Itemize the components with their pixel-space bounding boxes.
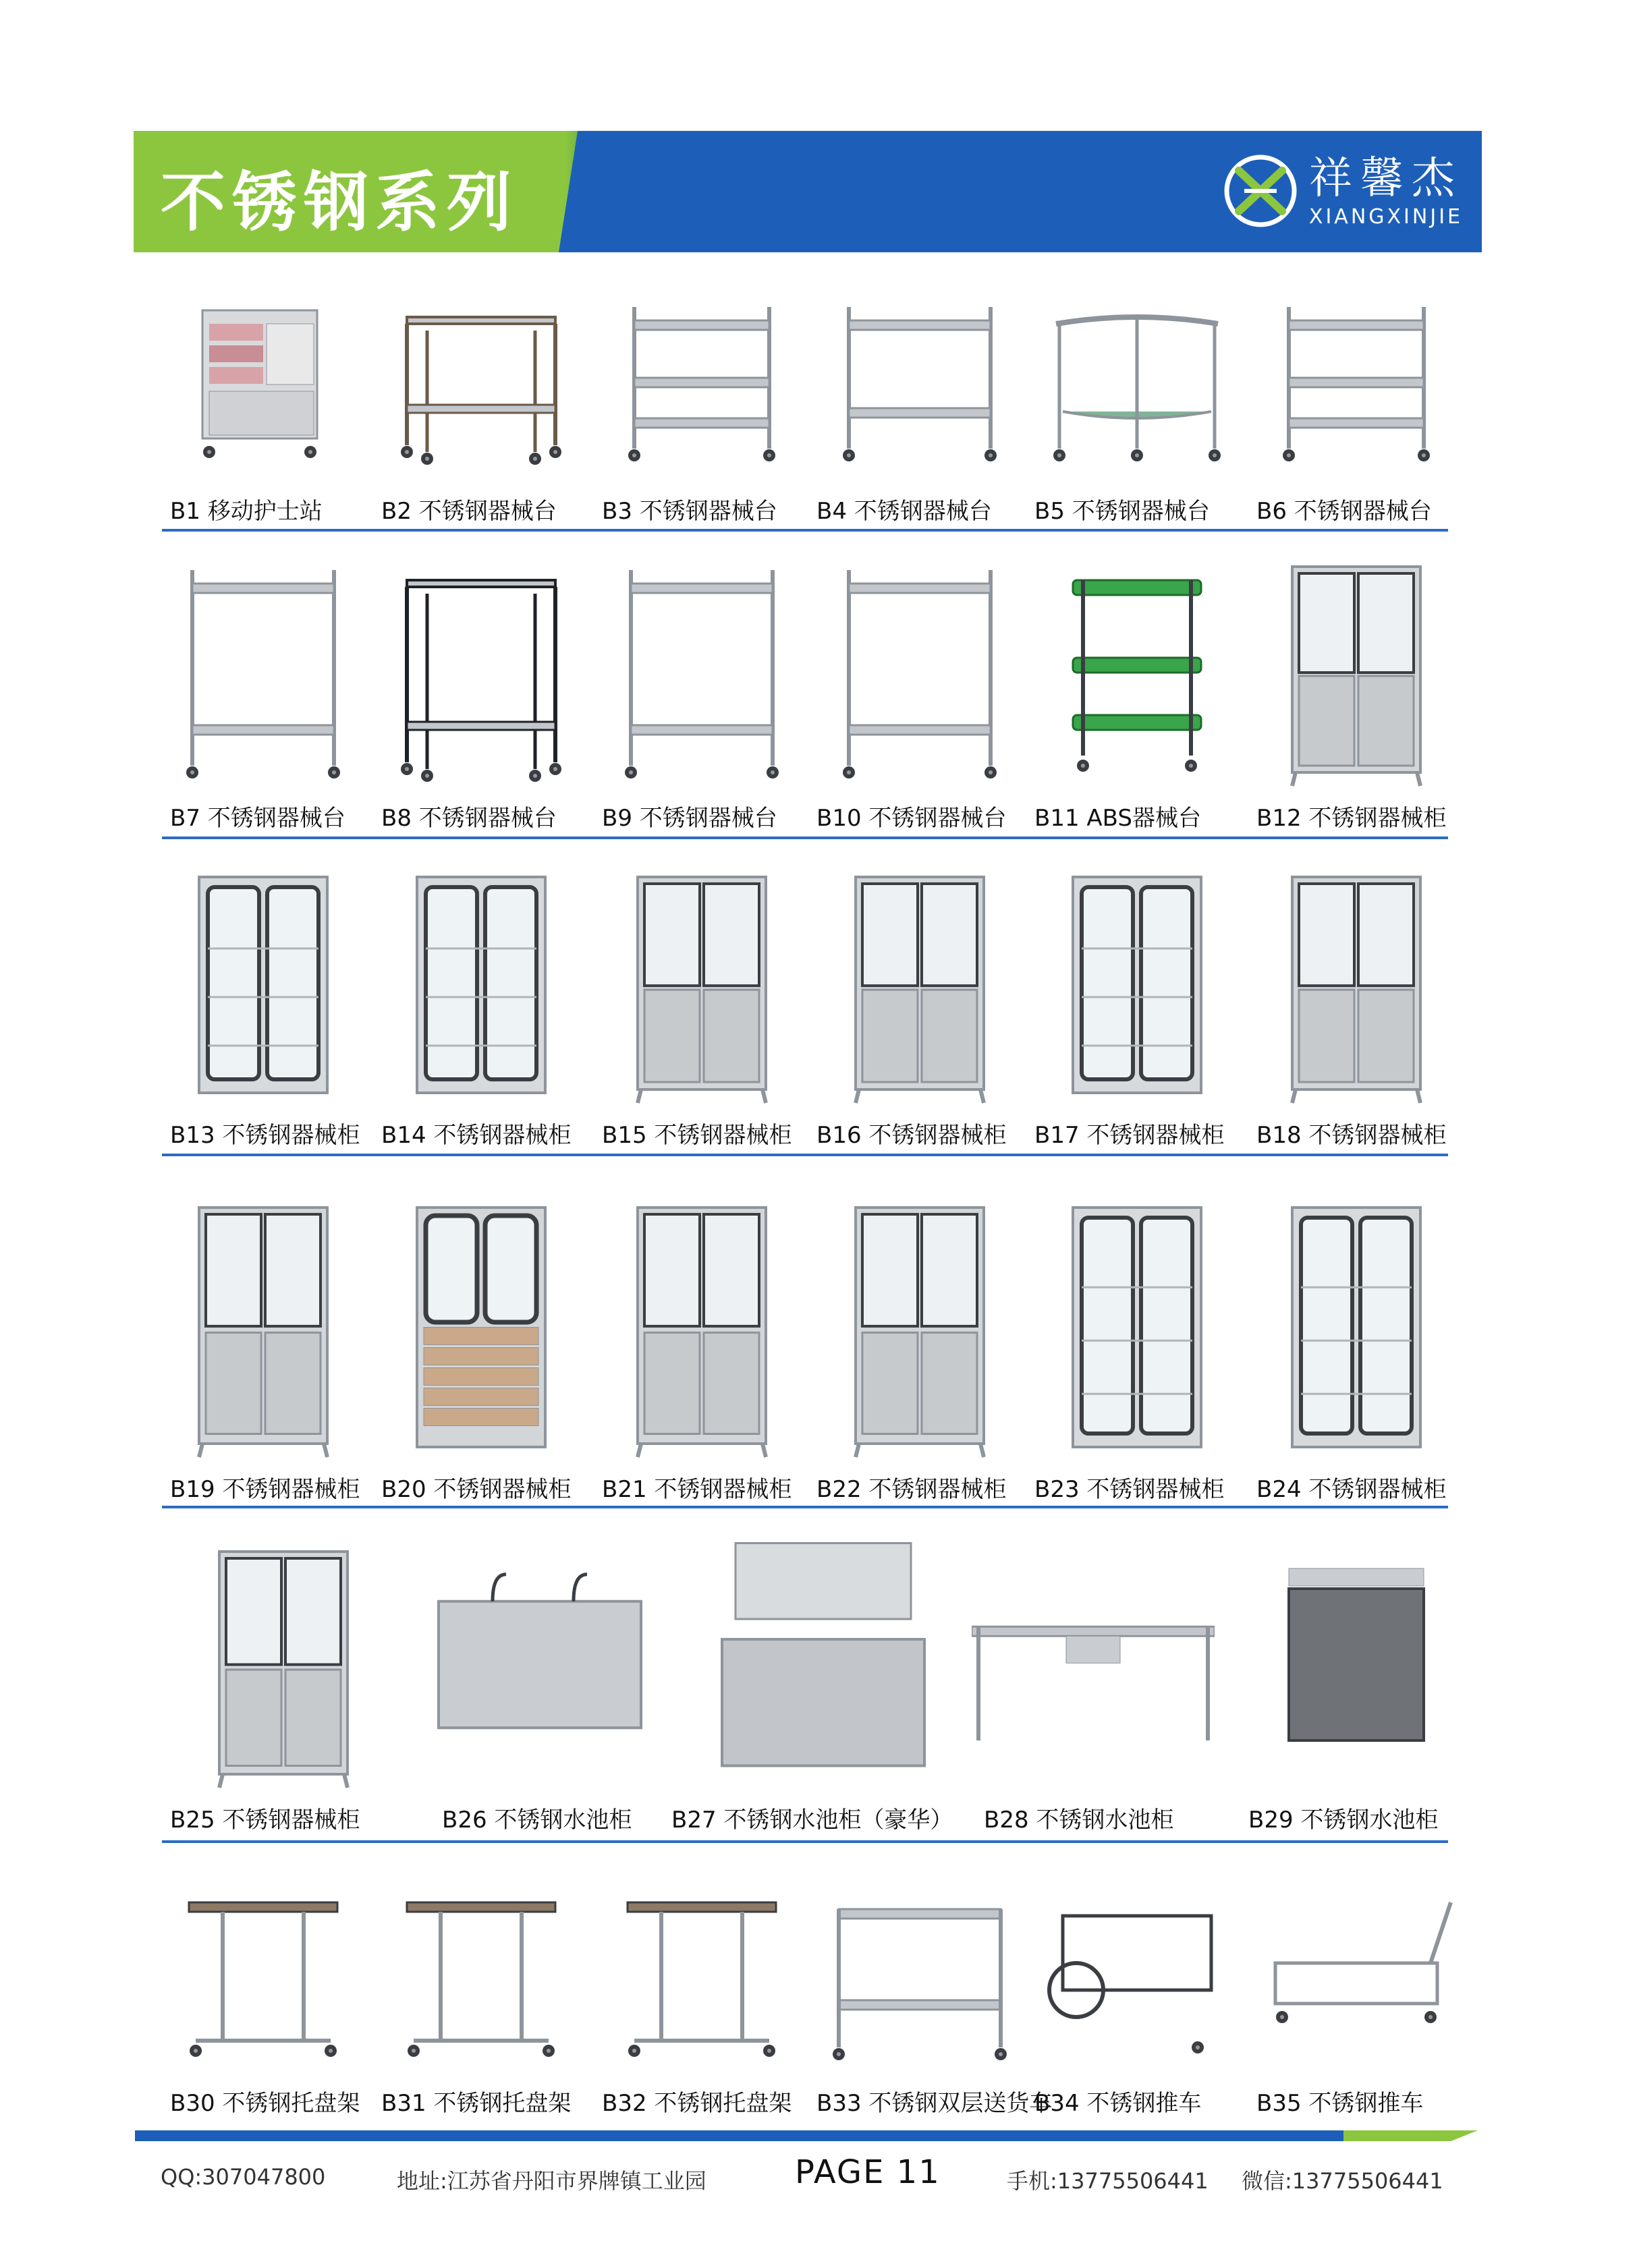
product-caption-b33: B33 不锈钢双层送货车 xyxy=(816,2090,1053,2117)
product-image-b35 xyxy=(1255,1889,1458,2077)
product-caption-b30: B30 不锈钢托盘架 xyxy=(170,2090,360,2117)
product-image-b6 xyxy=(1255,290,1458,475)
product-image-b4 xyxy=(818,290,1021,475)
product-caption-b34: B34 不锈钢推车 xyxy=(1034,2090,1202,2117)
product-image-b16 xyxy=(818,863,1021,1109)
product-image-b3 xyxy=(601,290,803,475)
brand-name-cn: 祥馨杰 xyxy=(1308,154,1463,204)
instrument-cart-black-frame-icon xyxy=(380,553,582,789)
product-caption-b4: B4 不锈钢器械台 xyxy=(816,498,992,525)
instrument-cart-2-shelf-icon xyxy=(162,553,364,789)
product-image-b5 xyxy=(1036,290,1238,475)
product-caption-b7: B7 不锈钢器械台 xyxy=(170,805,345,832)
product-caption-b13: B13 不锈钢器械柜 xyxy=(170,1122,360,1149)
product-caption-b3: B3 不锈钢器械台 xyxy=(602,498,777,525)
product-image-b17 xyxy=(1036,863,1238,1109)
product-caption-b8: B8 不锈钢器械台 xyxy=(381,805,557,832)
instrument-cart-2-shelf-icon xyxy=(818,290,1021,472)
product-caption-b32: B32 不锈钢托盘架 xyxy=(602,2090,792,2117)
glass-cabinet-icon xyxy=(380,863,582,1106)
product-caption-b20: B20 不锈钢器械柜 xyxy=(381,1476,572,1503)
flat-push-cart-icon xyxy=(1255,1889,1458,2074)
product-image-b22 xyxy=(818,1194,1021,1463)
product-image-b9 xyxy=(601,553,803,792)
product-caption-b11: B11 ABS器械台 xyxy=(1034,805,1201,832)
product-image-b26 xyxy=(418,1538,661,1794)
product-caption-b6: B6 不锈钢器械台 xyxy=(1256,498,1432,525)
instrument-cart-3-shelf-icon xyxy=(601,290,803,472)
product-image-b18 xyxy=(1255,863,1458,1109)
instrument-table-icon xyxy=(380,290,582,472)
instrument-cart-2-shelf-icon xyxy=(818,553,1021,789)
product-image-b14 xyxy=(380,863,582,1109)
product-caption-b25: B25 不锈钢器械柜 xyxy=(170,1807,360,1834)
glass-cabinet-icon xyxy=(162,863,364,1106)
product-caption-b22: B22 不锈钢器械柜 xyxy=(816,1476,1007,1503)
glass-cabinet-icon xyxy=(1036,1194,1238,1461)
product-image-b34 xyxy=(1036,1889,1238,2077)
brand-name-en: XIANGXINJIE xyxy=(1308,205,1463,229)
product-image-b33 xyxy=(818,1889,1021,2077)
sink-table-icon xyxy=(972,1538,1215,1791)
product-caption-b27: B27 不锈钢水池柜（豪华） xyxy=(671,1807,953,1834)
product-caption-b26: B26 不锈钢水池柜 xyxy=(442,1807,632,1834)
glass-cabinet-icon xyxy=(1255,1194,1458,1461)
product-image-b1 xyxy=(162,290,364,475)
cabinet-icon xyxy=(1255,863,1458,1106)
sink-cabinet-deluxe-icon xyxy=(702,1538,945,1791)
product-caption-b29: B29 不锈钢水池柜 xyxy=(1248,1807,1439,1834)
product-caption-b19: B19 不锈钢器械柜 xyxy=(170,1476,360,1503)
cabinet-icon xyxy=(162,1194,364,1461)
footer-bar xyxy=(135,2130,1478,2141)
product-image-b27 xyxy=(702,1538,945,1794)
product-caption-b2: B2 不锈钢器械台 xyxy=(381,498,557,525)
product-image-b12 xyxy=(1255,553,1458,792)
product-image-b21 xyxy=(601,1194,803,1463)
glass-cabinet-icon xyxy=(1036,863,1238,1106)
brand xyxy=(1220,147,1463,235)
product-caption-b1: B1 移动护士站 xyxy=(170,498,323,525)
product-image-b32 xyxy=(601,1889,803,2077)
product-image-b13 xyxy=(162,863,364,1109)
drawer-cabinet-icon xyxy=(380,1194,582,1461)
tray-stand-icon xyxy=(601,1889,803,2074)
brand-logo-icon xyxy=(1220,150,1301,231)
product-image-b10 xyxy=(818,553,1021,792)
product-caption-b14: B14 不锈钢器械柜 xyxy=(381,1122,572,1149)
curved-instrument-cart-icon xyxy=(1036,290,1238,472)
cabinet-icon xyxy=(1255,553,1458,789)
product-image-b2 xyxy=(380,290,582,475)
single-sink-cabinet-icon xyxy=(1235,1538,1478,1791)
product-image-b7 xyxy=(162,553,364,792)
product-image-b11 xyxy=(1036,553,1238,792)
instrument-cart-3-shelf-icon xyxy=(1255,290,1458,472)
product-image-b19 xyxy=(162,1194,364,1463)
delivery-cart-icon xyxy=(818,1889,1021,2074)
product-caption-b16: B16 不锈钢器械柜 xyxy=(816,1122,1007,1149)
product-image-b15 xyxy=(601,863,803,1109)
cabinet-icon xyxy=(162,1538,405,1791)
sink-cabinet-icon xyxy=(418,1538,661,1791)
tray-stand-icon xyxy=(380,1889,582,2074)
cabinet-icon xyxy=(601,863,803,1106)
product-caption-b35: B35 不锈钢推车 xyxy=(1256,2090,1424,2117)
abs-green-cart-icon xyxy=(1036,553,1238,789)
tray-stand-icon xyxy=(162,1889,364,2074)
product-image-b28 xyxy=(972,1538,1215,1794)
product-caption-b31: B31 不锈钢托盘架 xyxy=(381,2090,572,2117)
product-caption-b21: B21 不锈钢器械柜 xyxy=(602,1476,792,1503)
product-image-b20 xyxy=(380,1194,582,1463)
instrument-cart-2-shelf-icon xyxy=(601,553,803,789)
footer-address: 地址:江苏省丹阳市界牌镇工业园 xyxy=(397,2168,706,2194)
push-cart-icon xyxy=(1036,1889,1238,2074)
row-divider xyxy=(162,837,1448,839)
row-divider xyxy=(162,1154,1448,1156)
product-caption-b24: B24 不锈钢器械柜 xyxy=(1256,1476,1447,1503)
footer-mobile: 手机:13775506441 xyxy=(1007,2168,1209,2194)
row-divider xyxy=(162,529,1448,532)
product-image-b30 xyxy=(162,1889,364,2077)
row-divider xyxy=(162,1840,1448,1843)
product-caption-b17: B17 不锈钢器械柜 xyxy=(1034,1122,1225,1149)
product-caption-b28: B28 不锈钢水池柜 xyxy=(984,1807,1174,1834)
page-number: PAGE 11 xyxy=(795,2153,941,2191)
product-caption-b18: B18 不锈钢器械柜 xyxy=(1256,1122,1447,1149)
product-caption-b10: B10 不锈钢器械台 xyxy=(816,805,1007,832)
product-caption-b12: B12 不锈钢器械柜 xyxy=(1256,805,1447,832)
product-caption-b23: B23 不锈钢器械柜 xyxy=(1034,1476,1225,1503)
product-image-b25 xyxy=(162,1538,405,1794)
cabinet-icon xyxy=(601,1194,803,1461)
product-image-b29 xyxy=(1235,1538,1478,1794)
footer-wechat: 微信:13775506441 xyxy=(1242,2168,1443,2194)
product-image-b23 xyxy=(1036,1194,1238,1463)
product-caption-b15: B15 不锈钢器械柜 xyxy=(602,1122,792,1149)
product-caption-b5: B5 不锈钢器械台 xyxy=(1034,498,1210,525)
nurse-station-cart-icon xyxy=(162,290,364,472)
product-image-b31 xyxy=(380,1889,582,2077)
cabinet-icon xyxy=(818,1194,1021,1461)
footer-qq: QQ:307047800 xyxy=(161,2164,326,2190)
cabinet-icon xyxy=(818,863,1021,1106)
row-divider xyxy=(162,1506,1448,1508)
series-title: 不锈钢系列 xyxy=(161,165,518,240)
series-header xyxy=(134,131,1482,252)
product-image-b24 xyxy=(1255,1194,1458,1463)
product-image-b8 xyxy=(380,553,582,792)
product-caption-b9: B9 不锈钢器械台 xyxy=(602,805,777,832)
